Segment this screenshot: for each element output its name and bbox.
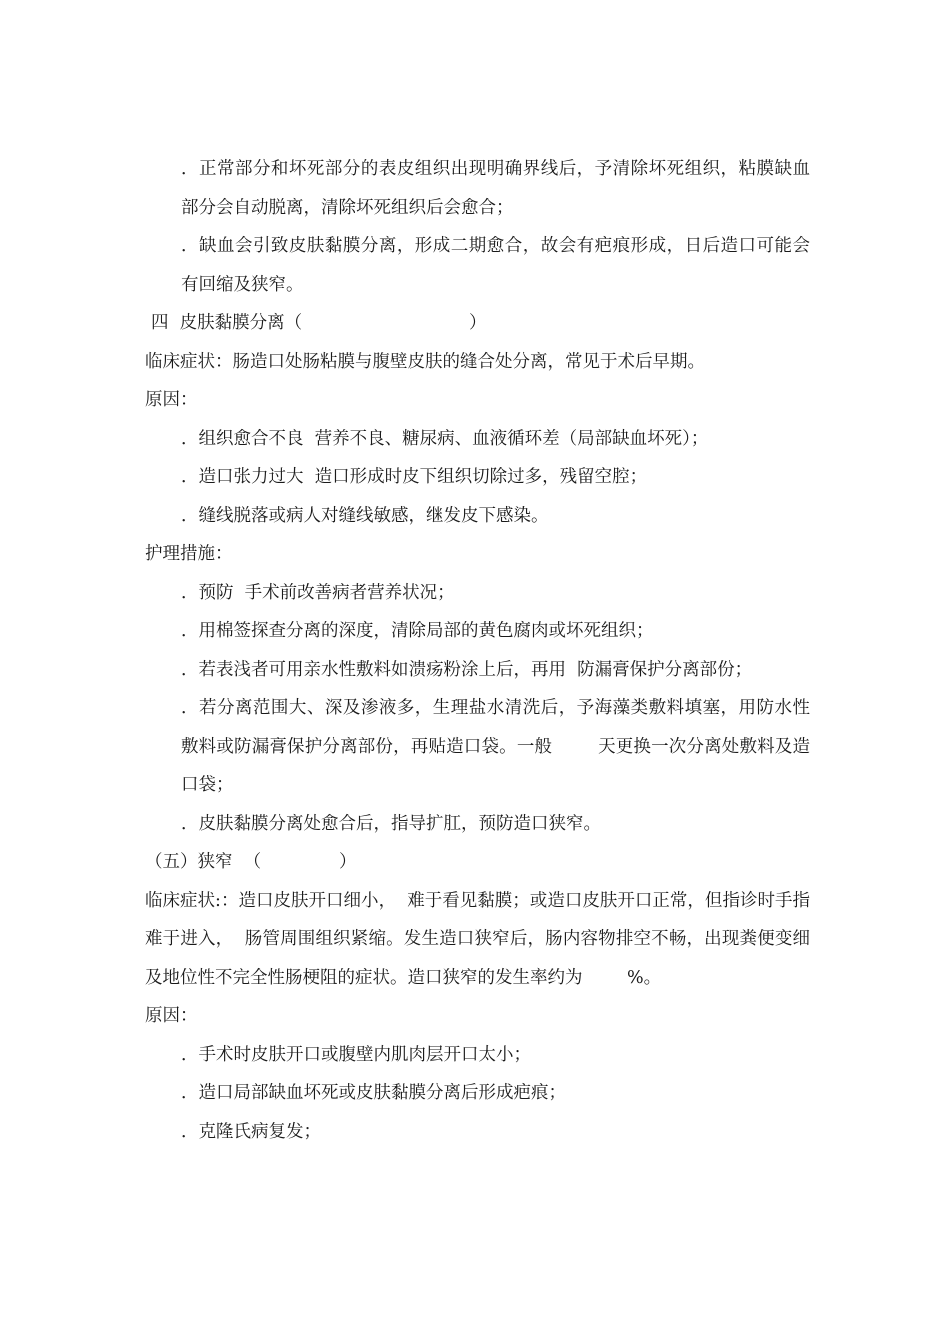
list-item: ．组织愈合不良 营养不良、糖尿病、血液循环差（局部缺血坏死）；	[181, 428, 709, 449]
list-item: ．预防 手术前改善病者营养状况；	[181, 582, 455, 603]
list-item: ．正常部分和坏死部分的表皮组织出现明确界线后，予清除坏死组织，粘膜缺血部分会自动脱离，清除坏死组织后会愈合；	[181, 159, 810, 218]
list-item: ．若表浅者可用亲水性敷料如溃疡粉涂上后，再用 防漏膏保护分离部份；	[181, 659, 753, 680]
list-item: ．用棉签探查分离的深度，清除局部的黄色腐肉或坏死组织；	[181, 621, 654, 641]
paragraph: 临床症状：肠造口处肠粘膜与腹壁皮肤的缝合处分离，常见于术后早期。	[145, 351, 705, 372]
list-item: ．手术时皮肤开口或腹壁内肌肉层开口太小；	[181, 1044, 531, 1065]
list-item: ．克隆氏病复发；	[181, 1121, 321, 1142]
document-page	[145, 150, 810, 1151]
paragraph: 临床症状:：造口皮肤开口细小， 难于看见黏膜；或造口皮肤开口正常，但指诊时手指难于进入， 肠管周围组织紧缩。发生造口狭窄后，肠内容物排空不畅，出现粪便变细及地位性不完全性肠梗阻的症状。造口狭窄的发生率约为 %。	[145, 890, 810, 988]
section-heading: 四 皮肤黏膜分离（ ）	[151, 313, 487, 333]
paragraph: 护理措施：	[145, 544, 233, 564]
list-item: ．缺血会引致皮肤黏膜分离，形成二期愈合，故会有疤痕形成，日后造口可能会有回缩及狭窄。	[181, 236, 810, 295]
list-item: ．缝线脱落或病人对缝线敏感，继发皮下感染。	[181, 505, 549, 526]
list-item: ．若分离范围大、深及渗液多，生理盐水清洗后，予海藻类敷料填塞，用防水性敷料或防漏膏保护分离部份，再贴造口袋。一般 天更换一次分离处敷料及造口袋；	[181, 698, 810, 795]
list-item: ．造口张力过大 造口形成时皮下组织切除过多，残留空腔；	[181, 467, 648, 487]
list-item: ．造口局部缺血坏死或皮肤黏膜分离后形成疤痕；	[181, 1083, 566, 1103]
paragraph: 原因：	[145, 1006, 198, 1026]
paragraph: 原因：	[145, 390, 198, 410]
section-heading: （五）狭窄 （ ）	[145, 852, 357, 872]
list-item: ．皮肤黏膜分离处愈合后，指导扩肛，预防造口狭窄。	[181, 813, 601, 834]
